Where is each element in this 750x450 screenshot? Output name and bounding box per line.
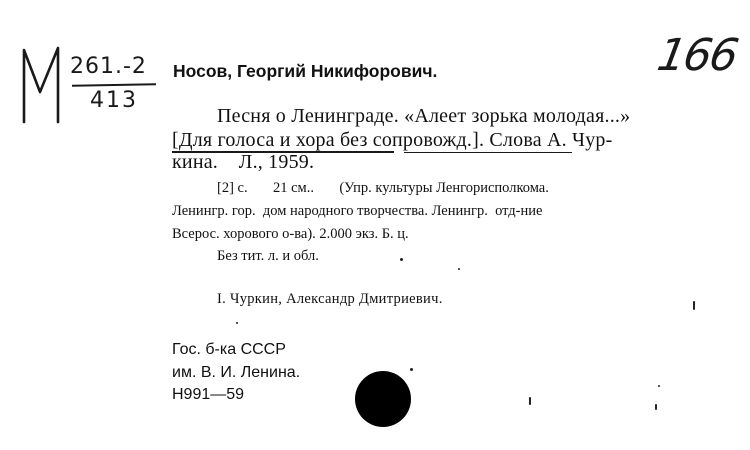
scan-speck — [693, 301, 695, 310]
description-line-3: Всерос. хорового о-ва). 2.000 экз. Б. ц. — [172, 226, 409, 242]
scan-speck — [655, 404, 657, 410]
handwritten-underline-2 — [404, 152, 572, 153]
title-line-3: кина. Л., 1959. — [172, 151, 315, 173]
scan-speck — [458, 268, 460, 270]
author-heading: Носов, Георгий Никифорович. — [173, 61, 438, 81]
description-line-1: [2] с. 21 см.. (Упр. культуры Ленгорисполкома. — [217, 180, 549, 196]
title-line-2: [Для голоса и хора без сопровожд.]. Слова А. Чур- — [172, 129, 613, 151]
scan-speck — [410, 368, 413, 371]
call-number-line1: 261.-2 — [70, 54, 147, 79]
scan-speck — [658, 385, 660, 387]
added-entry: I. Чуркин, Александр Дмитриевич. — [217, 291, 443, 307]
card-number: 166 — [653, 30, 741, 81]
library-line-2: им. В. И. Ленина. — [172, 364, 301, 381]
call-number-divider — [72, 83, 156, 86]
description-line-2: Ленингр. гор. дом народного творчества. Ленингр. отд-ние — [172, 203, 543, 219]
library-line-1: Гос. б-ка СССР — [172, 341, 286, 358]
scan-speck — [236, 322, 238, 324]
scan-speck — [400, 258, 403, 261]
punch-hole — [355, 371, 411, 427]
library-line-3: Н991—59 — [172, 386, 245, 403]
scan-speck — [529, 397, 531, 405]
call-number-line2: 413 — [90, 88, 138, 113]
note-line: Без тит. л. и обл. — [217, 248, 319, 264]
title-line-1: Песня о Ленинграде. «Алеет зорька молодая...» — [217, 105, 631, 127]
call-letter-m — [18, 44, 64, 124]
